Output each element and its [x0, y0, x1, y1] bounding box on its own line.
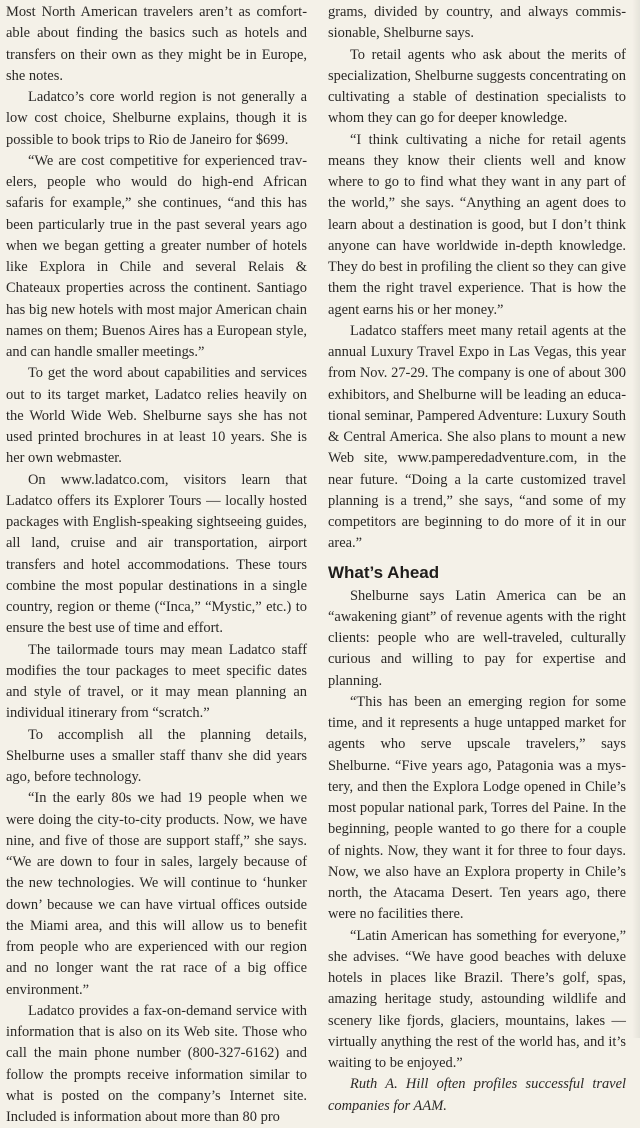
left-column — [6, 2, 307, 1128]
paragraph: On www.ladatco.com, visitors learn that Ladatco offers its Explorer Tours — locally hosted packages with English-speaking sightseeing guides, all land, cruise and air transportation, airport transfers and hotel accommodations. These tours combine the most popular destinations in a single country, region or theme (“Inca,” “Mystic,” etc.) to ensure the best use of time and effort. — [6, 471, 307, 637]
paragraph: “We are cost competitive for experienced travelers, people who would do high-end African safaris for example,” she continues, “and this has been particularly true in the past several years ago when we began getting a greater number of hotels like Explora in Chile and several Relais & Chateaux properties across the continent. Santiago has big new hotels with most major American chain names on them; Buenos Aires has a European style, and can handle smaller meetings.” — [6, 152, 307, 360]
paragraph: To accomplish all the planning details, Shelburne uses a smaller staff thanv she did years ago, before technology. — [6, 726, 307, 785]
paragraph: grams, divided by country, and always commissionable, Shelburne says. — [328, 4, 626, 42]
section-heading: What’s Ahead — [328, 562, 440, 582]
paragraph: To get the word about capabilities and services out to its target market, Ladatco relies heavily on the World Wide Web. Shelburne says she has not used printed brochures in at least 10 years. She is her own webmaster. — [6, 365, 307, 467]
paragraph: The tailormade tours may mean Ladatco staff modifies the tour packages to meet specific dates and style of travel, or it may mean planning an individual itinerary from “scratch.” — [6, 641, 307, 722]
paragraph: To retail agents who ask about the merits of specialization, Shelburne suggests concentrating on cultivating a stable of destination specialists to whom they can go for deeper knowledge. — [328, 46, 626, 127]
paragraph: “I think cultivating a niche for retail agents means they know their clients well and know where to go to find what they want in any part of the world,” she says. “Anything an agent does to learn about a destination is good, but I don’t think anyone can have worldwide in-depth knowledge. They do best in profiling the client so they can give them the right travel experience. That is how the agent earns his or her money.” — [328, 131, 626, 318]
right-column — [328, 2, 626, 1117]
paragraph: “Latin American has something for everyone,” she advises. “We have good beaches with deluxe hotels in places like Brazil. There’s golf, spas, amazing heritage study, astounding wildlife and scenery like fjords, glaciers, mountains, lakes — virtually anything the rest of the world has, and it’s waiting to be enjoyed.” — [328, 927, 626, 1071]
paragraph: Most North American travelers aren’t as comfortable about finding the basics such as hotels and transfers on their own as they might be in Europe, she notes. — [6, 4, 307, 84]
paragraph: Ladatco provides a fax-on-demand service with information that is also on its Web site. Those who call the main phone number (800-327-6162) and follow the prompts receive information similar to what is posted on the company’s Internet site. Included is information about more than 80 pro — [6, 1002, 307, 1125]
paragraph: “This has been an emerging region for some time, and it represents a huge untapped market for agents who serve upscale travelers,” says Shelburne. “Five years ago, Patagonia was a mystery, and then the Explora Lodge opened in Chile’s most popular national park, Torres del Paine. In the beginning, people wanted to go there for a couple of nights. Now, they want it for three to four days. Now, we also have an Explora property in Chile’s north, the Atacama Desert. Ten years ago, there were no facilities there. — [328, 693, 626, 923]
author-byline: Ruth A. Hill often profiles successful travel companies for AAM. — [328, 1076, 626, 1114]
paragraph: Ladatco’s core world region is not generally a low cost choice, Shelburne explains, though it is possible to book trips to Rio de Janeiro for $699. — [6, 89, 307, 148]
paragraph: Ladatco staffers meet many retail agents at the annual Luxury Travel Expo in Las Vegas, this year from Nov. 27-29. The company is one of about 300 exhibitors, and Shelburne will be leading an educational seminar, Pampered Adventure: Luxury South & Central America. She also plans to mount a new Web site, www.pamperedadventure.com, in the near future. “Doing a la carte customized travel planning is a trend,” she says, “and some of my competitors are beginning to do more of it in our area.” — [328, 322, 626, 552]
page-edge-shadow — [632, 0, 640, 1038]
paragraph: “In the early 80s we had 19 people when we were doing the city-to-city products. Now, we have nine, and five of those are support staff,” she says. “We are down to four in sales, largely because of the new technologies. We will continue to ‘hunker down’ because we can have virtual offices outside the Miami area, and this will allow us to benefit from people who are experienced with our region and no longer want the rat race of a big office environment.” — [6, 790, 307, 998]
paragraph: Shelburne says Latin America can be an “awakening giant” of revenue agents with the right clients: people who are well-traveled, culturally curious and willing to pay for expertise and planning. — [328, 587, 626, 689]
